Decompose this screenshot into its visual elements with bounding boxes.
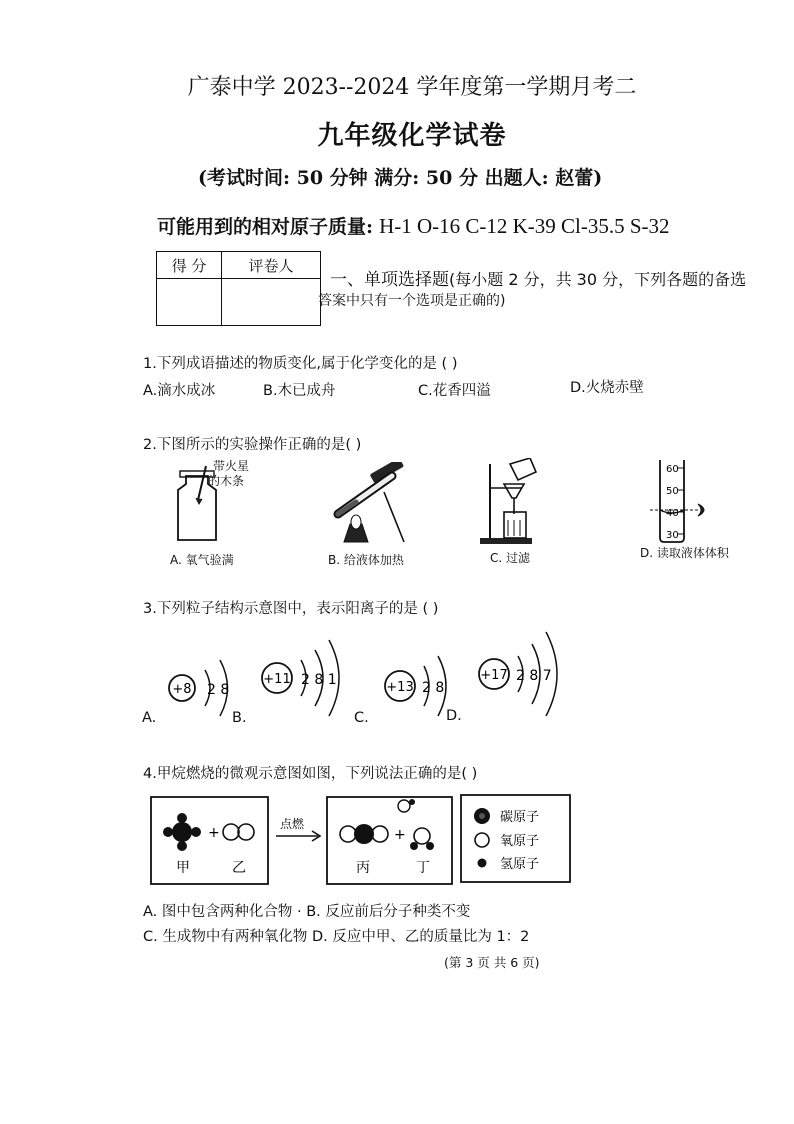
q1-option-a[interactable]: A.滴水成冰 <box>143 383 216 399</box>
atom-b-nucleus: +11 <box>263 672 291 687</box>
q4-options-ab[interactable]: A. 图中包含两种化合物 · B. 反应前后分子种类不变 <box>143 904 471 920</box>
section-note: (每小题 2 分，共 30 分，下列各题的备选 <box>449 270 747 289</box>
q4-options-cd[interactable]: C. 生成物中有两种氧化物 D. 反应中甲、乙的质量比为 1：2 <box>143 929 530 945</box>
q3-label-c[interactable]: C. <box>354 710 369 726</box>
atomic-masses-values: H-1 O-16 C-12 K-39 Cl-35.5 S-32 <box>379 214 670 238</box>
grader-header: 评卷人 <box>222 252 321 279</box>
q2-caption-c[interactable]: C. 过滤 <box>490 551 531 565</box>
products-box <box>326 796 454 886</box>
section-note-2: 答案中只有一个选项是正确的) <box>318 293 506 309</box>
legend-hydrogen: 氢原子 <box>500 857 540 872</box>
cyl-tick-50: 50 <box>666 486 679 497</box>
atom-a-shells: 2 8 <box>207 682 230 698</box>
cyl-tick-40: 40 <box>666 508 679 519</box>
exam-title: 广泰中学 2023--2024 学年度第一学期月考二 <box>187 75 637 100</box>
plus-sign-1: + <box>208 825 220 841</box>
exam-info: (考试时间: 50 分钟 满分: 50 分 出题人: 赵蕾) <box>198 167 603 189</box>
test-tube-heating-illustration <box>326 462 416 548</box>
atom-diagram-a <box>160 640 270 732</box>
reactant-label-jia: 甲 <box>176 860 190 876</box>
reaction-condition: 点燃 <box>280 817 305 831</box>
atom-diagram-c <box>378 636 478 732</box>
atom-d-nucleus: +17 <box>480 668 508 683</box>
atom-diagram-b <box>255 628 365 728</box>
atom-c-shells: 2 8 <box>422 680 445 696</box>
reaction-arrow <box>274 816 324 846</box>
plus-sign-2: + <box>394 827 406 843</box>
page-footer: (第 3 页 共 6 页) <box>444 955 540 970</box>
score-header: 得 分 <box>157 252 222 279</box>
section-title: 一、单项选择题 <box>330 270 449 290</box>
q2-caption-d[interactable]: D. 读取液体体积 <box>640 546 729 560</box>
graduated-cylinder-illustration <box>640 456 720 546</box>
grader-cell[interactable] <box>222 279 321 326</box>
q4-stem: 4.甲烷燃烧的微观示意图如图，下列说法正确的是( ) <box>143 766 478 782</box>
q3-label-d[interactable]: D. <box>446 708 462 724</box>
cyl-tick-60: 60 <box>666 464 679 475</box>
reactants-box <box>150 796 270 886</box>
q3-label-b[interactable]: B. <box>232 710 247 726</box>
splint-label-2: 的木条 <box>208 474 245 488</box>
score-table <box>156 251 321 326</box>
q1-option-b[interactable]: B.木已成舟 <box>263 383 336 399</box>
q1-stem: 1.下列成语描述的物质变化,属于化学变化的是 ( ) <box>143 356 458 372</box>
legend-carbon: 碳原子 <box>500 810 540 825</box>
reactant-label-yi: 乙 <box>232 860 246 876</box>
atomic-masses-label: 可能用到的相对原子质量: <box>157 216 374 238</box>
atom-b-shells: 2 8 1 <box>301 672 337 688</box>
q3-stem: 3.下列粒子结构示意图中，表示阳离子的是 ( ) <box>143 601 439 617</box>
q1-option-d[interactable]: D.火烧赤壁 <box>570 380 644 396</box>
q1-option-c[interactable]: C.花香四溢 <box>418 383 491 399</box>
product-label-bing: 丙 <box>356 860 370 876</box>
atom-a-nucleus: +8 <box>172 682 192 697</box>
filtration-illustration <box>474 458 544 548</box>
atom-legend <box>460 794 572 884</box>
q2-caption-a[interactable]: A. 氧气验满 <box>170 553 234 567</box>
splint-label-1: 带火星 <box>213 459 250 473</box>
cyl-tick-30: 30 <box>666 530 679 541</box>
atom-d-shells: 2 8 7 <box>516 668 552 684</box>
q2-caption-b[interactable]: B. 给液体加热 <box>328 553 404 567</box>
section-heading <box>330 265 746 290</box>
score-cell[interactable] <box>157 279 222 326</box>
q2-stem: 2.下图所示的实验操作正确的是( ) <box>143 437 362 453</box>
legend-oxygen: 氧原子 <box>500 834 540 849</box>
atomic-masses <box>157 212 670 239</box>
atom-c-nucleus: +13 <box>386 680 414 695</box>
q3-label-a[interactable]: A. <box>142 710 157 726</box>
exam-subtitle: 九年级化学试卷 <box>317 121 507 151</box>
product-label-ding: 丁 <box>416 860 430 876</box>
atom-diagram-d <box>472 622 582 722</box>
